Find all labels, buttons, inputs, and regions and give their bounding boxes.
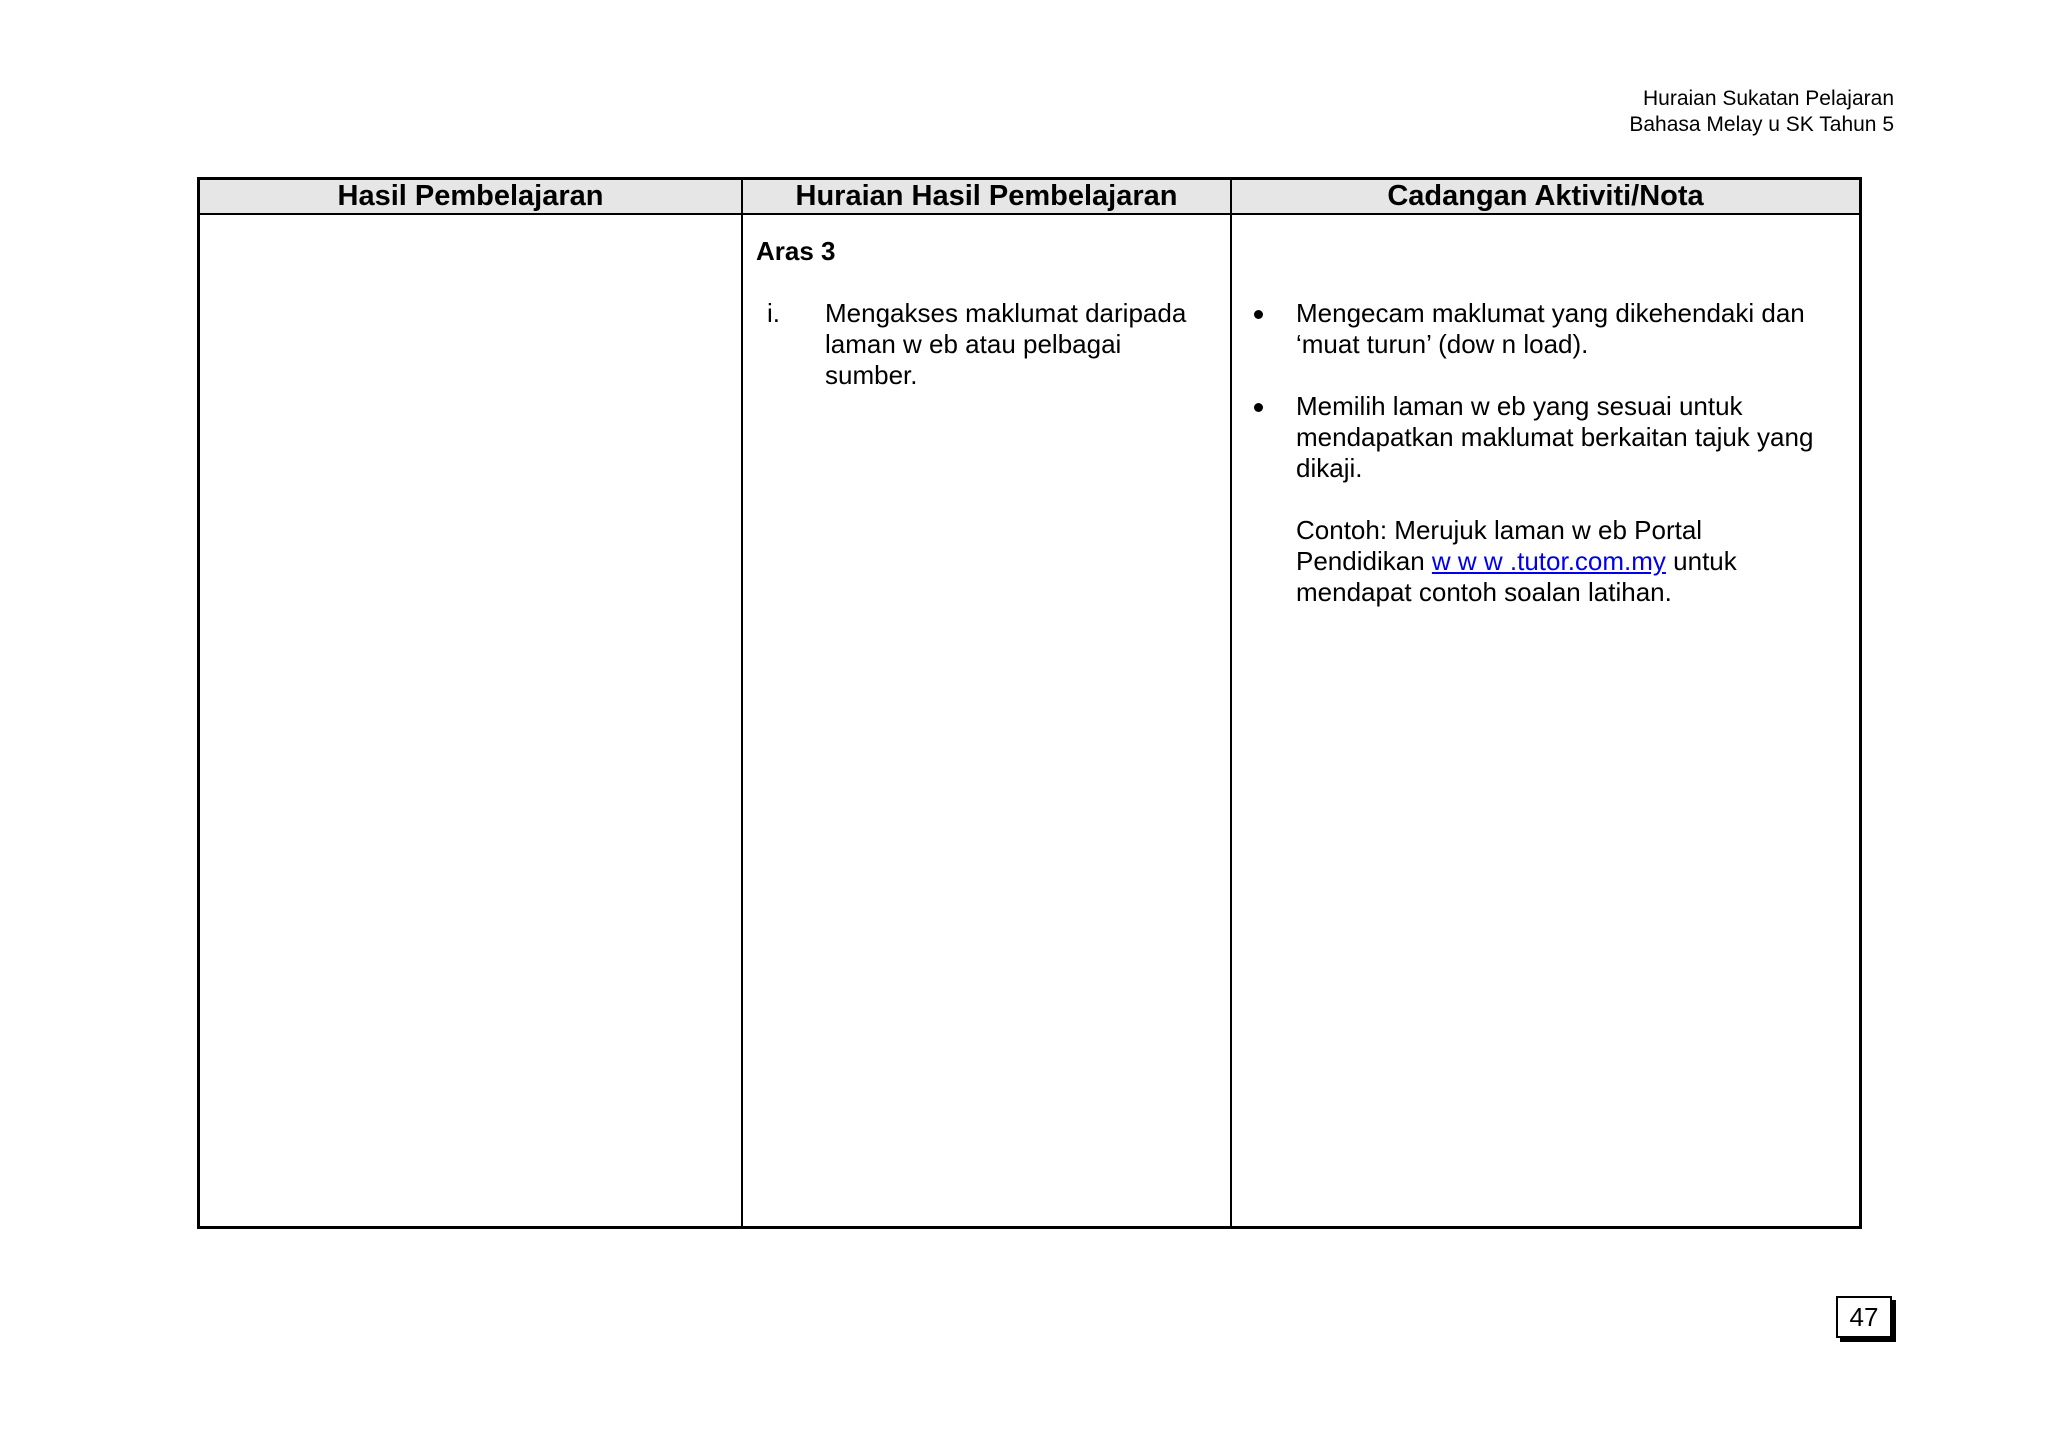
- list-item: [1232, 298, 1859, 360]
- list-item-text: Mengecam maklumat yang dikehendaki dan ‘muat turun’ (dow n load).: [1296, 298, 1805, 359]
- item-text: Mengakses maklumat daripada laman w eb atau pelbagai sumber.: [825, 298, 1187, 390]
- header-line-2: Bahasa Melay u SK Tahun 5: [1629, 113, 1894, 136]
- bullet-icon: [1254, 403, 1263, 412]
- cell-cadangan: [1232, 215, 1859, 1226]
- list-item-text: Memilih laman w eb yang sesuai untuk mendapatkan maklumat berkaitan tajuk yang dikaji.: [1296, 391, 1814, 483]
- cell-hasil-pembelajaran: [200, 215, 743, 1226]
- example-note: [1232, 515, 1859, 608]
- header-cadangan: Cadangan Aktiviti/Nota: [1232, 180, 1859, 215]
- bullet-icon: [1254, 310, 1263, 319]
- example-prefix: Contoh: Merujuk laman w eb Portal Pendidikan: [1296, 515, 1703, 576]
- syllabus-table: [197, 177, 1862, 1229]
- list-item: [1232, 391, 1859, 484]
- activity-list: [1232, 298, 1859, 608]
- running-header: [1629, 86, 1894, 138]
- header-hasil-pembelajaran: Hasil Pembelajaran: [200, 180, 743, 215]
- page-number: 47: [1836, 1296, 1892, 1338]
- tutor-website-link[interactable]: w w w .tutor.com.my: [1431, 546, 1666, 576]
- header-huraian: Huraian Hasil Pembelajaran: [743, 180, 1232, 215]
- example-suffix: untuk mendapat contoh soalan latihan.: [1296, 546, 1737, 607]
- item-number: i.: [767, 298, 780, 328]
- header-line-1: Huraian Sukatan Pelajaran: [1643, 87, 1894, 110]
- cell-huraian: [743, 215, 1232, 1226]
- level-label: Aras 3: [756, 236, 836, 266]
